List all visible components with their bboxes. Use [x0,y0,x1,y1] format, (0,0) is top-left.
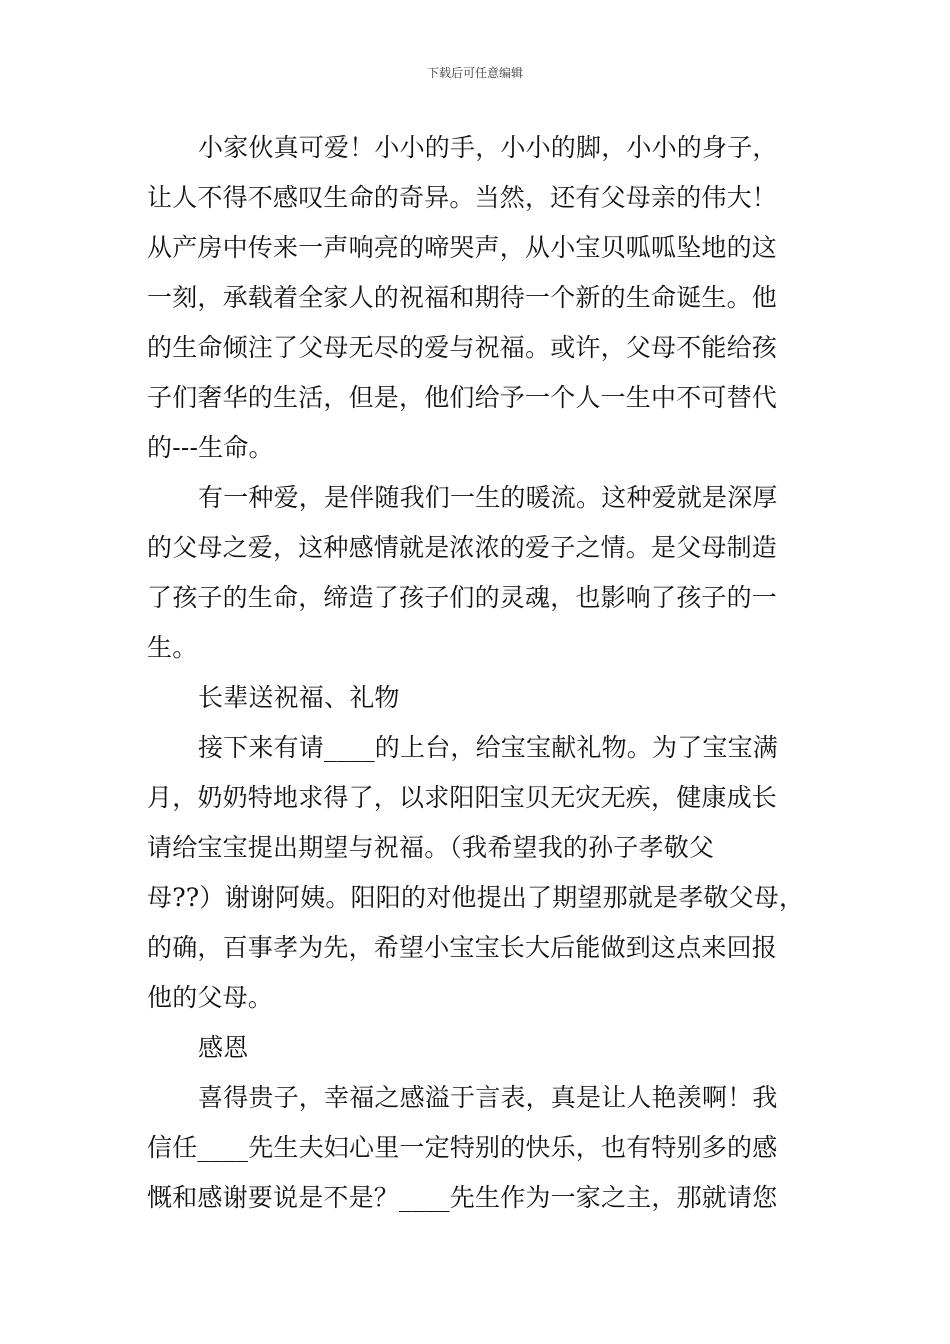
text-line: 的确，百事孝为先，希望小宝宝长大后能做到这点来回报 [147,933,778,962]
text-line: 的父母之爱，这种感情就是浓浓的爱子之情。是父母制造 [147,533,778,562]
page-header: 下载后可任意编辑 [426,66,523,80]
text-line: 从产房中传来一声响亮的啼哭声，从小宝贝呱呱坠地的这 [147,233,778,262]
text-line: 了孩子的生命，缔造了孩子们的灵魂，也影响了孩子的一 [147,583,778,612]
text-line: 请给宝宝提出期望与祝福。（我希望我的孙子孝敬父 [147,833,715,862]
section-heading: 感恩 [198,1033,249,1062]
section-heading: 长辈送祝福、礼物 [198,683,400,712]
text-line: 的---生命。 [147,433,274,462]
text-line: 有一种爱，是伴随我们一生的暖流。这种爱就是深厚 [198,483,778,512]
text-line: 信任____先生夫妇心里一定特别的快乐，也有特别多的感 [147,1133,778,1162]
text-line: 子们奢华的生活，但是，他们给予一个人一生中不可替代 [147,383,778,412]
text-line: 他的父母。 [147,983,274,1012]
text-line: 让人不得不感叹生命的奇异。当然，还有父母亲的伟大！ [147,183,778,212]
text-line: 生。 [147,633,198,662]
text-line: 喜得贵子，幸福之感溢于言表，真是让人艳羡啊！我 [198,1083,778,1112]
text-line: 月，奶奶特地求得了，以求阳阳宝贝无灾无疾，健康成长 [147,783,778,812]
text-line: 的生命倾注了父母无尽的爱与祝福。或许，父母不能给孩 [147,333,778,362]
text-line: 慨和感谢要说是不是？____先生作为一家之主，那就请您 [147,1183,778,1212]
text-line: 一刻，承载着全家人的祝福和期待一个新的生命诞生。他 [147,283,778,312]
text-line: 母??）谢谢阿姨。阳阳的对他提出了期望那就是孝敬父母， [147,883,805,912]
text-line: 接下来有请____的上台，给宝宝献礼物。为了宝宝满 [198,733,779,762]
text-line: 小家伙真可爱！小小的手，小小的脚，小小的身子， [198,133,778,162]
